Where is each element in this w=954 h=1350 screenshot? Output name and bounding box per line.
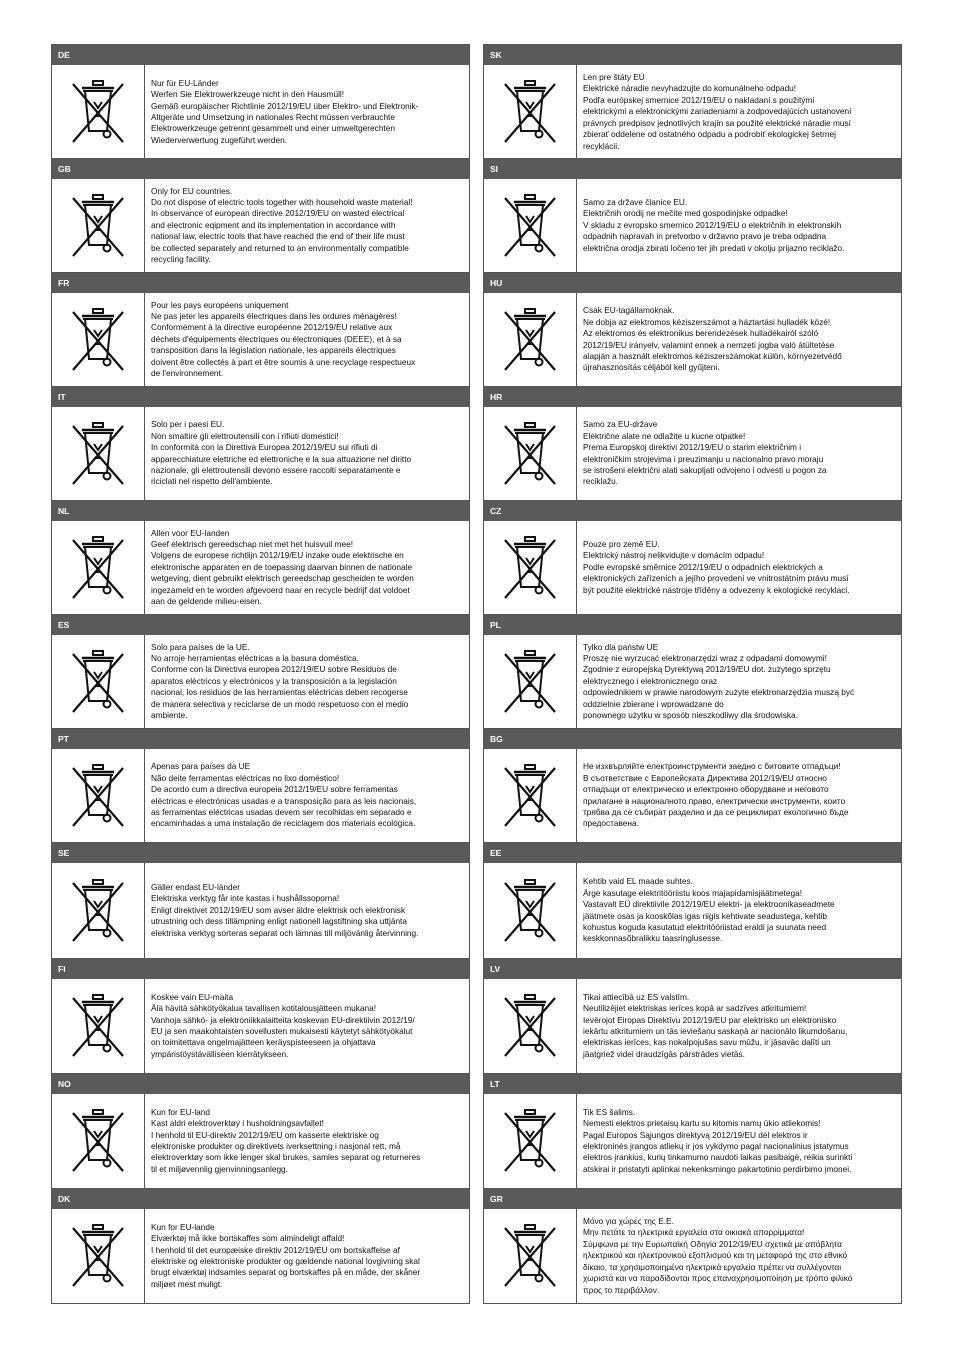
notice-line: déchets d'équipements électriques ou électroniques (DEEE), et à sa	[151, 333, 402, 344]
notice-line: Elværktøj må ikke bortskaffes som almindeligt affald!	[151, 1233, 345, 1244]
country-code: FI	[52, 959, 469, 979]
notice-line: Only for EU countries.	[151, 185, 233, 196]
notice-line: wetgeving, dient gebruikt elektrisch gereedschap gescheiden te worden	[151, 573, 414, 584]
crossed-out-bin-icon	[52, 635, 145, 728]
country-block-gr	[483, 1189, 902, 1304]
block-body	[484, 407, 901, 500]
notice-line: ηλεκτρικού και ηλεκτρονικού εξοπλισμού και τη μεταφορά της στο εθνικό	[583, 1250, 848, 1261]
notice-line: be collected separately and returned to an environmentally compatible	[151, 242, 409, 253]
crossed-out-bin-icon	[484, 179, 577, 272]
notice-line: Len pre štáty EÚ	[583, 72, 645, 83]
notice-line: Tik ES šalims.	[583, 1106, 636, 1117]
country-code: CZ	[484, 501, 901, 521]
notice-line: Samo za EU-države	[583, 419, 658, 430]
country-block-it	[51, 387, 470, 501]
notice-line: and electronic eqipment and its implementation in accordance with	[151, 219, 396, 230]
notice-line: Zgodnie z europejską Dyrektywą 2012/19/EU dot. zużytego sprzętu	[583, 664, 831, 675]
notice-line: alapján a használt elektromos kéziszerszámokat külön, környezetvédő	[583, 350, 842, 361]
block-body	[484, 1094, 901, 1188]
notice-line: encaminhadas a uma instalação de reciclagem dos materiais ecológica.	[151, 818, 416, 829]
disposal-notice-text	[577, 979, 901, 1073]
notice-line: reciklažu.	[583, 476, 619, 487]
notice-line: recyklácii.	[583, 140, 620, 151]
crossed-out-bin-icon	[484, 863, 577, 958]
crossed-out-bin-icon	[484, 635, 577, 728]
disposal-notice-text	[145, 1209, 469, 1303]
notice-line: Prema Europskoj direktivi 2012/19/EU o starim električnim i	[583, 442, 802, 453]
block-body	[52, 293, 469, 386]
notice-line: In observance of european directive 2012/19/EU on wasted electrical	[151, 208, 405, 219]
notice-line: elektronische apparaten en de toepassing daarvan binnen de nationale	[151, 561, 413, 572]
notice-line: elektrickými a elektronickými zariadeniami a zodpovedajúcich ustanovení	[583, 106, 852, 117]
notice-line: Nemesti elektros prietaisų kartu su kitomis namų ūkio atliekomis!	[583, 1118, 821, 1129]
country-code: LV	[484, 959, 901, 979]
block-body	[484, 635, 901, 728]
country-block-pl	[483, 615, 902, 729]
notice-line: Pour les pays européens uniquement	[151, 299, 289, 310]
notice-line: Allen voor EU-landen	[151, 527, 230, 538]
notice-line: No arroje herramientas eléctricas a la basura doméstica.	[151, 652, 359, 663]
disposal-notice-text	[577, 1209, 901, 1303]
disposal-notice-text	[577, 179, 901, 272]
country-block-si	[483, 159, 902, 273]
notice-line: Σύμφωνα με την Ευρωπαϊκή Οδηγία 2012/19/EU σχετικά με απόβλητα	[583, 1238, 842, 1249]
country-code: HR	[484, 387, 901, 407]
disposal-notice-text	[145, 979, 469, 1073]
notice-line: Elektrické náradie nevyhadzujte do komunálneho odpadu!	[583, 83, 797, 94]
notice-line: ympäristöystävälliseen kierrätykseen.	[151, 1048, 289, 1059]
block-body	[52, 65, 469, 159]
crossed-out-bin-icon	[52, 749, 145, 842]
notice-line: atskirai ir pristatyti aplinkai nekenksmingo pakartotinio perdirbimo įmonei.	[583, 1163, 852, 1174]
country-code: HU	[484, 273, 901, 293]
notice-line: предоставена.	[583, 818, 639, 829]
notice-line: kohustus koguda kasutatud elektritööriistad eraldi ja suunata need	[583, 921, 827, 932]
notice-line: Podľa európskej smernice 2012/19/EU o nakladaní s použitými	[583, 94, 815, 105]
crossed-out-bin-icon	[484, 1209, 577, 1303]
notice-line: elektroničkim strojevima i preuzimanju u nacionalno pravo moraju	[583, 453, 824, 464]
crossed-out-bin-icon	[52, 1209, 145, 1303]
notice-line: aparatos eléctricos y electrónicos y la transposición a la legislación	[151, 675, 397, 686]
notice-line: Elektrowerkzeuge getrennt gesammelt und einer umweltgerechten	[151, 123, 395, 134]
country-code: DK	[52, 1189, 469, 1209]
country-code: SI	[484, 159, 901, 179]
notice-line: Tikai attiecībā uz ES valstīm.	[583, 991, 690, 1002]
block-body	[52, 1209, 469, 1303]
block-body	[484, 179, 901, 272]
disposal-notice-text	[577, 635, 901, 728]
notice-line: til et miljøvennlig gjenvinningsanlegg.	[151, 1163, 288, 1174]
notice-line: odpadnih napravah in pretvorbo v državno pravo je treba odpadna	[583, 231, 827, 242]
notice-line: I henhold til EU-direktiv 2012/19/EU om kasserte elektriske og	[151, 1129, 379, 1140]
block-body	[52, 749, 469, 842]
notice-line: oddzielnie zbierane i wprowadzane do	[583, 698, 724, 709]
notice-line: Kun for EU-lande	[151, 1221, 215, 1232]
notice-line: Kast aldri elektroverktøy i husholdningsavfallet!	[151, 1118, 324, 1129]
notice-line: Samo za države članice EU.	[583, 196, 688, 207]
notice-line: odpowiednikiem w prawie narodowym zużyte elektronarzędzia muszą być	[583, 687, 855, 698]
notice-line: Conforme con la Directiva europea 2012/19/EU sobre Residuos de	[151, 664, 397, 675]
notice-line: Tylko dla państw UE	[583, 641, 659, 652]
crossed-out-bin-icon	[484, 521, 577, 614]
notice-line: Az elektromos és elektronikus berendezések hulladékairól szóló	[583, 328, 819, 339]
country-block-se	[51, 843, 470, 959]
notice-line: Koskee vain EU-maita	[151, 991, 234, 1002]
notice-line: Apenas para países da UE	[151, 761, 251, 772]
notice-line: Älä hävitä sähkötyökalua tavallisen kotitalousjätteen mukana!	[151, 1003, 377, 1014]
notice-line: Proszę nie wyrzucać elektronarzędzi wraz z odpadami domowymi!	[583, 652, 827, 663]
crossed-out-bin-icon	[52, 1094, 145, 1188]
notice-line: Wiederverwertung zugeführt werden.	[151, 134, 288, 145]
notice-line: aan de geldende milieu-eisen.	[151, 596, 262, 607]
block-body	[484, 293, 901, 386]
notice-line: Non smaltire gli elettroutensili con i rifiuti domestici!	[151, 430, 339, 441]
crossed-out-bin-icon	[484, 749, 577, 842]
country-block-bg	[483, 729, 902, 843]
country-block-cz	[483, 501, 902, 615]
notice-line: elektroniske produkter og direktivets iverksettning i nasjonal rett, må	[151, 1141, 401, 1151]
notice-line: elektronických zařízeních a jejího provedení ve vnitrostátním právu musí	[583, 573, 849, 584]
crossed-out-bin-icon	[484, 293, 577, 386]
notice-line: In conformità con la Direttiva Europea 2012/19/EU sui rifiuti di	[151, 442, 378, 453]
country-block-no	[51, 1074, 470, 1189]
country-code: BG	[484, 729, 901, 749]
country-code: NL	[52, 501, 469, 521]
notice-line: Pagal Europos Sąjungos direktyvą 2012/19/EU dėl elektros ir	[583, 1129, 808, 1140]
notice-line: as ferramentas eléctricas usadas devem ser recolhidas em separado e	[151, 806, 412, 817]
country-code: EE	[484, 843, 901, 863]
crossed-out-bin-icon	[52, 863, 145, 958]
block-body	[484, 863, 901, 958]
notice-line: doivent être collectés à part et être soumis à une recyclage respectueux	[151, 356, 416, 367]
block-body	[484, 979, 901, 1073]
notice-line: Elektrický nástroj nelikvidujte v domácím odpadu!	[583, 550, 765, 561]
notice-line: elektros įrankius, kurių tinkamumo naudoti laikas pasibaigė, reikia surinkti	[583, 1152, 853, 1163]
disposal-notice-text	[145, 521, 469, 614]
crossed-out-bin-icon	[484, 407, 577, 500]
notice-line: být použité elektrické nástroje tříděny a odvezeny k ekologické recyklaci.	[583, 584, 850, 595]
notice-line: eléctricas e electrónicas usadas e a transposição para as leis nacionais,	[151, 795, 417, 806]
notice-line: zbierať oddelene od ostatného odpadu a podrobiť ekologickej šetrnej	[583, 129, 837, 140]
notice-line: Μην πετάτε τα ηλεκτρικά εργαλεία στα οικιακά απορρίμματα!	[583, 1227, 805, 1238]
block-body	[484, 65, 901, 159]
country-block-hu	[483, 273, 902, 387]
notice-line: В съответствие с Европейската Директива 2012/19/EU относно	[583, 772, 827, 783]
notice-line: elektroverktøy som ikke lenger skal brukes, samles separat og returneres	[151, 1152, 421, 1163]
notice-line: de l'environnement.	[151, 368, 224, 379]
notice-line: brugt elværktøj indsamles separat og bortskaffes på en måde, der skåner	[151, 1267, 421, 1278]
country-code: ES	[52, 615, 469, 635]
country-code: SK	[484, 45, 901, 65]
notice-line: Altgeräte und Umsetzung in nationales Recht müssen verbrauchte	[151, 112, 395, 122]
notice-line: Conformément à la directive européenne 2012/19/EU relative aux	[151, 322, 393, 333]
notice-line: Μόνο για χώρες της Ε.Ε.	[583, 1216, 674, 1227]
notice-line: Elektriska verktyg får inte kastas i hushållssoporna!	[151, 893, 340, 904]
country-code: SE	[52, 843, 469, 863]
crossed-out-bin-icon	[52, 293, 145, 386]
notice-line: riciclati nel rispetto dell'ambiente.	[151, 476, 273, 487]
disposal-notice-text	[145, 1094, 469, 1188]
notice-line: Neutilizējiet elektriskas ierīces kopā ar sadzīves atkritumiem!	[583, 1003, 807, 1014]
crossed-out-bin-icon	[52, 65, 145, 159]
country-block-de	[51, 44, 470, 159]
block-body	[484, 1209, 901, 1303]
notice-line: Ievērojot Eiropas Direktīvu 2012/19/EU par elektrisko un elektronisko	[583, 1014, 837, 1025]
notice-line: I henhold til det europæiske direktiv 2012/19/EU om bortskaffelse af	[151, 1244, 400, 1255]
block-body	[52, 979, 469, 1073]
notice-line: elektriske og elektroniske produkter og gældende national lovgivning skal	[151, 1256, 420, 1266]
crossed-out-bin-icon	[52, 979, 145, 1073]
notice-line: elektroninės įrangos atliekų ir jos vykdymo pagal nacionalinius įstatymus	[583, 1141, 849, 1151]
country-code: LT	[484, 1074, 901, 1094]
country-code: PT	[52, 729, 469, 749]
country-block-lv	[483, 959, 902, 1074]
notice-line: Vanhoja sähkö- ja elektroniikkalaitteita koskevan EU-direktiivin 2012/19/	[151, 1014, 415, 1025]
notice-line: utrustning och dess tillämpning enligt nationell lagstiftning ska uttjänta	[151, 916, 407, 927]
notice-line: se istrošeni električni alati sakupljati odvojeno i odvesti u pogon za	[583, 464, 827, 475]
country-code: DE	[52, 45, 469, 65]
notice-line: recycling facility.	[151, 254, 211, 265]
country-code: IT	[52, 387, 469, 407]
disposal-notice-text	[577, 407, 901, 500]
notice-line: Električne alate ne odlažite u kucne otpatke!	[583, 430, 746, 441]
notice-line: Kun for EU-land	[151, 1106, 211, 1117]
disposal-notice-text	[577, 65, 901, 159]
notice-line: προς το περιβάλλον.	[583, 1284, 660, 1295]
notice-line: Enligt direktivet 2012/19/EU som avser äldre elektrisk och elektronisk	[151, 904, 406, 915]
disposal-notice-text	[145, 749, 469, 842]
notice-line: ingezameld en te worden afgevoerd naar en recycle bedrijf dat voldoet	[151, 584, 410, 595]
notice-line: jāatgriež videi draudzīgās pārstrādes vietās.	[583, 1048, 745, 1059]
disposal-notice-text	[145, 65, 469, 159]
block-body	[52, 635, 469, 728]
notice-line: Csak EU-tagállamoknak.	[583, 305, 675, 316]
country-block-hr	[483, 387, 902, 501]
disposal-notice-text	[577, 521, 901, 614]
country-code: FR	[52, 273, 469, 293]
right-column	[483, 44, 902, 1304]
notice-line: δίκαιο, τα χρησιμοποιημένα ηλεκτρικά εργαλεία πρέπει να συλλέγονται	[583, 1261, 842, 1272]
notice-line: Kehtib vaid EL maade suhtes.	[583, 876, 693, 887]
notice-line: Volgens de europese richtlijn 2012/19/EU inzake oude elektrische en	[151, 550, 404, 561]
notice-line: Werfen Sie Elektrowerkzeuge nicht in den Hausmüll!	[151, 89, 345, 100]
block-body	[52, 863, 469, 958]
notice-line: de manera selectiva y reciclarse de un modo respetuoso con el medio	[151, 698, 409, 709]
notice-line: χωριστά και να παραδίδονται προς επαναχρησιμοποίηση με τρόπο φιλικό	[583, 1273, 853, 1284]
notice-line: Pouze pro země EU.	[583, 538, 660, 549]
notice-line: трябва да се събират разделно и да се рециклират екологично бъде	[583, 806, 849, 817]
disposal-notice-text	[577, 293, 901, 386]
disposal-notice-text	[577, 749, 901, 842]
notice-line: električna orodja zbirati ločeno ter jih predati v okolju prijazno reciklažo.	[583, 242, 845, 253]
country-code: GB	[52, 159, 469, 179]
country-block-dk	[51, 1189, 470, 1304]
notice-line: 2012/19/EU irányelv, valamint ennek a nemzeti jogba való átültetése	[583, 339, 835, 350]
notice-line: Gäller endast EU-länder	[151, 881, 241, 892]
notice-line: Solo per i paesi EU.	[151, 419, 225, 430]
crossed-out-bin-icon	[484, 1094, 577, 1188]
disposal-notice-text	[145, 863, 469, 958]
notice-line: iekārtu atkritumiem un tās ieviešanu saskaņā ar nacionālo likumdošanu,	[583, 1026, 848, 1036]
block-body	[52, 407, 469, 500]
notice-line: on toimitettava ongelmajätteen keräyspisteeseen ja ohjattava	[151, 1037, 376, 1048]
notice-line: Solo para países de la UE.	[151, 641, 250, 652]
block-body	[484, 749, 901, 842]
notice-line: EU ja sen maakohtaisten sovellusten mukaisesti käytetyt sähkötyökalut	[151, 1026, 413, 1036]
country-block-pt	[51, 729, 470, 843]
notice-line: V skladu z evropsko smernico 2012/19/EU o električnih in elektronskih	[583, 219, 842, 230]
notice-line: Električnih orodij ne mečite med gospodinjske odpadke!	[583, 208, 788, 219]
crossed-out-bin-icon	[52, 407, 145, 500]
disposal-notice-text	[145, 293, 469, 386]
notice-line: Não deite ferramentas eléctricas no lixo doméstico!	[151, 772, 340, 783]
country-block-nl	[51, 501, 470, 615]
notice-line: прилагане в националното право, електрически инструменти, които	[583, 795, 846, 806]
notice-line: ponownego użytku w sposób nieszkodliwy dla środowiska.	[583, 710, 798, 721]
country-block-es	[51, 615, 470, 729]
disposal-notice-text	[145, 179, 469, 272]
country-block-sk	[483, 44, 902, 159]
country-code: PL	[484, 615, 901, 635]
notice-line: keskkonnasõbralikku taasringlusesse.	[583, 933, 723, 944]
disposal-notice-text	[577, 863, 901, 958]
notice-line: Ne pas jeter les appareils électriques dans les ordures ménagères!	[151, 310, 397, 321]
notice-line: elektrycznego i elektronicznego oraz	[583, 675, 718, 686]
block-body	[484, 521, 901, 614]
notice-line: отпадъци от електрическо и електронно оборудване и неговото	[583, 784, 829, 795]
notice-line: elektriska verktyg sorteras separat och lämnas till miljövänlig återvinning.	[151, 927, 419, 938]
country-code: GR	[484, 1189, 901, 1209]
notice-line: Ärge kasutage elektritööriistu koos majapidamisjäätmetega!	[583, 887, 803, 898]
notice-line: právnych predpisov jednotlivých krajín sa použité elektrické náradie musí	[583, 117, 851, 128]
disposal-notice-text	[145, 635, 469, 728]
notice-line: jäätmete osas ja kooskõlas igas riigis kehtivate seadustega, kehtib	[583, 910, 827, 921]
country-block-gb	[51, 159, 470, 273]
crossed-out-bin-icon	[484, 979, 577, 1073]
notice-line: miljøet mest muligt.	[151, 1278, 223, 1289]
notice-line: Nur für EU-Länder	[151, 77, 219, 88]
country-block-fi	[51, 959, 470, 1074]
notice-line: Не изхвърляйте електроинструменти заедно с битовите отпадъци!	[583, 761, 841, 772]
notice-line: Ne dobja az elektromos kéziszerszámot a háztartási hulladék közé!	[583, 316, 831, 327]
notice-line: Vastavalt EÜ direktiivile 2012/19/EU elektri- ja elektroonikaseadmete	[583, 899, 835, 910]
notice-line: nazionale, gli elettroutensili devono essere raccolti separatamente e	[151, 464, 401, 475]
crossed-out-bin-icon	[484, 65, 577, 159]
left-column	[51, 44, 470, 1304]
notice-line: Do not dispose of electric tools together with household waste material!	[151, 196, 413, 207]
notice-line: elektriskas ierīces, kas nokalpojušas savu mūžu, ir jāsavāc dalīti un	[583, 1037, 831, 1048]
block-body	[52, 179, 469, 272]
country-block-ee	[483, 843, 902, 959]
notice-line: újrahasznosítás céljából kell gyűjteni.	[583, 362, 720, 373]
crossed-out-bin-icon	[52, 521, 145, 614]
block-body	[52, 521, 469, 614]
disposal-notice-text	[145, 407, 469, 500]
crossed-out-bin-icon	[52, 179, 145, 272]
disposal-notice-text	[577, 1094, 901, 1188]
country-code: NO	[52, 1074, 469, 1094]
block-body	[52, 1094, 469, 1188]
notice-line: Geef elektrisch gereedschap niet met het huisvuil mee!	[151, 538, 353, 549]
notice-line: Gemäß europäischer Richtlinie 2012/19/EU über Elektro- und Elektronik-	[151, 100, 419, 111]
notice-line: ambiente.	[151, 710, 188, 721]
notice-line: national law, electric tools that have reached the end of their life must	[151, 231, 405, 242]
notice-line: Podle evropské směrnice 2012/19/EU o odpadních elektrických a	[583, 561, 823, 572]
notice-line: nacional, los residuos de las herramientas eléctricas deben recogerse	[151, 687, 408, 698]
country-block-fr	[51, 273, 470, 387]
notice-line: apparecchiature elettriche ed elettroniche e la sua attuazione nel diritto	[151, 453, 412, 464]
notice-line: De acordo cum a directiva europeia 2012/19/EU sobre ferramentas	[151, 784, 398, 795]
country-block-lt	[483, 1074, 902, 1189]
notice-line: transposition dans la législation nationale, les appareils électriques	[151, 345, 396, 356]
